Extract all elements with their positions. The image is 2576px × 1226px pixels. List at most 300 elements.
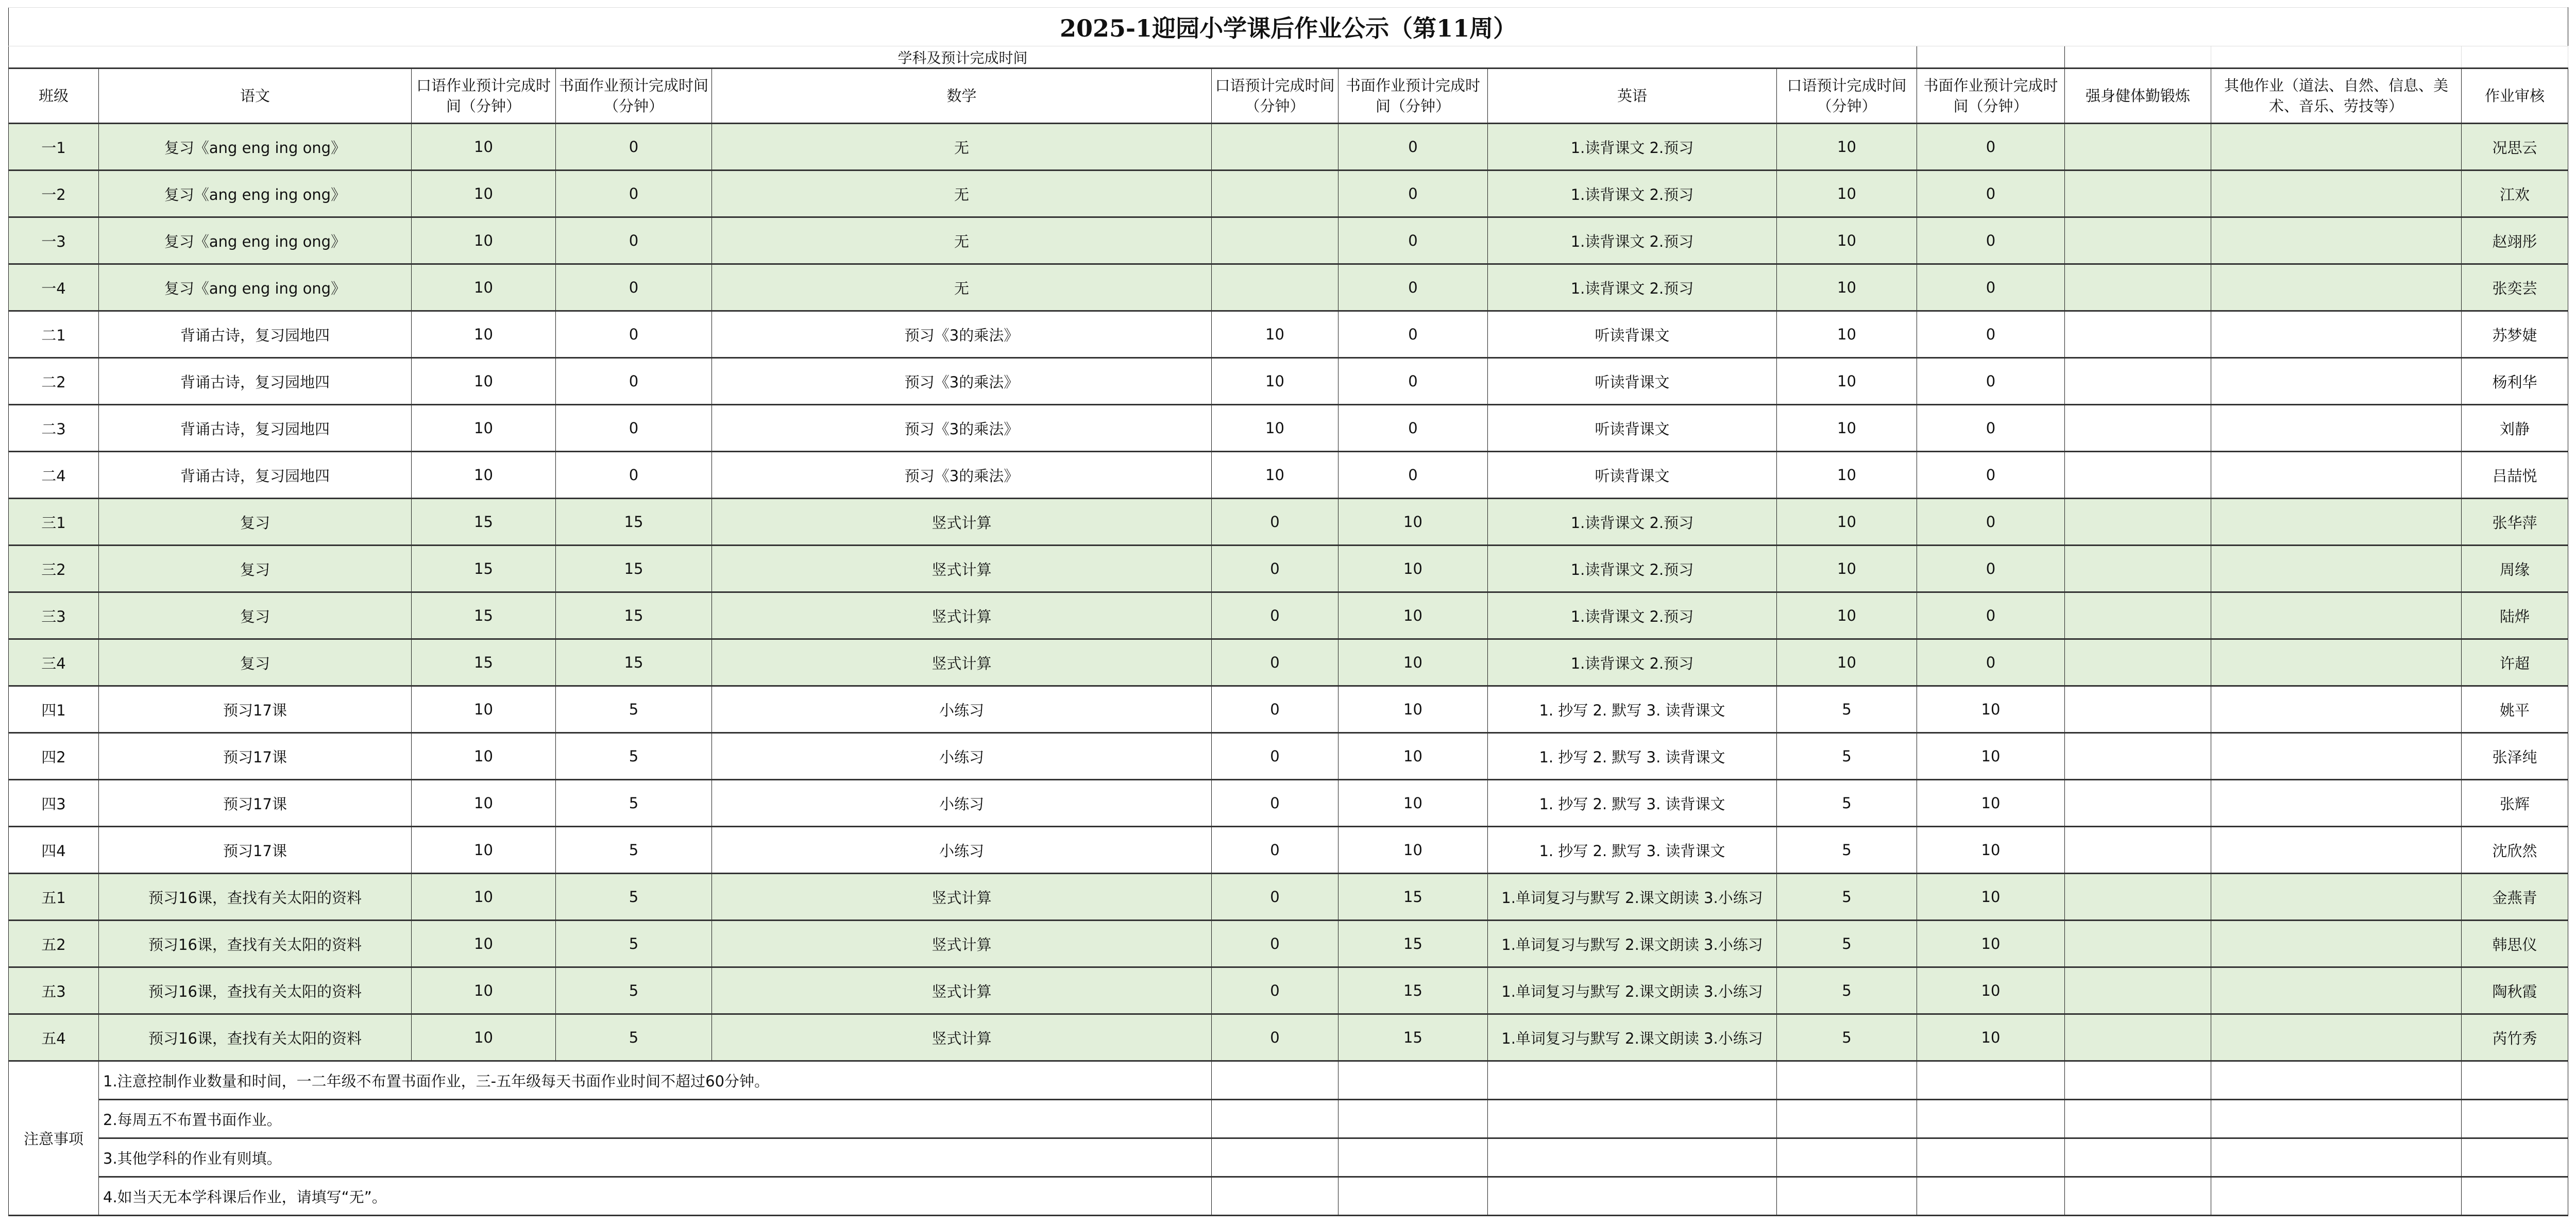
cell-math[interactable]: 竖式计算 [712, 1014, 1212, 1061]
empty-cell[interactable] [2211, 1177, 2462, 1216]
empty-cell[interactable] [1917, 1138, 2065, 1177]
cell-pe[interactable] [2065, 780, 2211, 827]
cell-reviewer[interactable]: 沈欣然 [2462, 827, 2568, 874]
cell-english-written-time[interactable]: 0 [1917, 358, 2065, 405]
cell-english-oral-time[interactable]: 10 [1777, 499, 1917, 546]
cell-english-written-time[interactable]: 10 [1917, 733, 2065, 780]
cell-class[interactable]: 五1 [9, 874, 99, 921]
header-chinese[interactable]: 语文 [99, 69, 412, 124]
cell-math[interactable]: 无 [712, 171, 1212, 217]
note-item[interactable]: 2.每周五不布置书面作业。 [99, 1100, 1212, 1138]
empty-cell[interactable] [1917, 1100, 2065, 1138]
cell-math-written-time[interactable]: 15 [1338, 1014, 1488, 1061]
empty-cell[interactable] [1488, 1177, 1777, 1216]
cell-pe[interactable] [2065, 874, 2211, 921]
header-math-written-time[interactable]: 书面作业预计完成时间（分钟） [1338, 69, 1488, 124]
empty-cell[interactable] [1488, 1061, 1777, 1100]
cell-chinese[interactable]: 复习《ang eng ing ong》 [99, 124, 412, 171]
empty-cell[interactable] [2462, 1061, 2568, 1100]
cell-english[interactable]: 1.读背课文 2.预习 [1488, 546, 1777, 592]
cell-math-oral-time[interactable]: 0 [1212, 921, 1338, 967]
cell-english-oral-time[interactable]: 5 [1777, 874, 1917, 921]
cell-english-oral-time[interactable]: 5 [1777, 686, 1917, 733]
cell-english[interactable]: 听读背课文 [1488, 311, 1777, 358]
cell-chinese-oral-time[interactable]: 10 [412, 311, 556, 358]
cell-reviewer[interactable]: 况思云 [2462, 124, 2568, 171]
cell-english-written-time[interactable]: 0 [1917, 452, 2065, 499]
cell-chinese[interactable]: 预习17课 [99, 827, 412, 874]
cell-other-homework[interactable] [2211, 358, 2462, 405]
cell-class[interactable]: 三4 [9, 639, 99, 686]
empty-cell[interactable] [1338, 1100, 1488, 1138]
cell-math-oral-time[interactable]: 0 [1212, 827, 1338, 874]
cell-math-written-time[interactable]: 0 [1338, 124, 1488, 171]
cell-chinese[interactable]: 复习 [99, 639, 412, 686]
cell-english[interactable]: 听读背课文 [1488, 452, 1777, 499]
cell-pe[interactable] [2065, 358, 2211, 405]
empty-cell[interactable] [1488, 1100, 1777, 1138]
cell-chinese[interactable]: 预习17课 [99, 686, 412, 733]
cell-math[interactable]: 预习《3的乘法》 [712, 405, 1212, 452]
cell-english-written-time[interactable]: 10 [1917, 1014, 2065, 1061]
cell-chinese-written-time[interactable]: 0 [556, 452, 712, 499]
cell-chinese[interactable]: 背诵古诗，复习园地四 [99, 358, 412, 405]
cell-english[interactable]: 1.读背课文 2.预习 [1488, 171, 1777, 217]
empty-cell[interactable] [2462, 1177, 2568, 1216]
cell-chinese-oral-time[interactable]: 10 [412, 780, 556, 827]
cell-class[interactable]: 一2 [9, 171, 99, 217]
cell-english-oral-time[interactable]: 10 [1777, 264, 1917, 311]
cell-chinese[interactable]: 预习17课 [99, 733, 412, 780]
cell-other-homework[interactable] [2211, 967, 2462, 1014]
cell-class[interactable]: 四4 [9, 827, 99, 874]
cell-english-oral-time[interactable]: 10 [1777, 124, 1917, 171]
cell-chinese[interactable]: 背诵古诗，复习园地四 [99, 452, 412, 499]
cell-math-written-time[interactable]: 15 [1338, 921, 1488, 967]
cell-math-written-time[interactable]: 10 [1338, 592, 1488, 639]
cell-english-written-time[interactable]: 0 [1917, 171, 2065, 217]
cell-chinese-oral-time[interactable]: 10 [412, 124, 556, 171]
cell-chinese[interactable]: 预习16课，查找有关太阳的资料 [99, 967, 412, 1014]
empty-cell[interactable] [1917, 46, 2065, 69]
cell-math[interactable]: 竖式计算 [712, 921, 1212, 967]
cell-chinese-written-time[interactable]: 5 [556, 921, 712, 967]
empty-cell[interactable] [2462, 46, 2568, 69]
cell-math-oral-time[interactable]: 0 [1212, 967, 1338, 1014]
cell-chinese-oral-time[interactable]: 10 [412, 874, 556, 921]
cell-english-written-time[interactable]: 0 [1917, 546, 2065, 592]
cell-chinese-oral-time[interactable]: 15 [412, 592, 556, 639]
cell-chinese-written-time[interactable]: 0 [556, 264, 712, 311]
cell-english-written-time[interactable]: 10 [1917, 921, 2065, 967]
empty-cell[interactable] [2065, 46, 2211, 69]
cell-english[interactable]: 1. 抄写 2. 默写 3. 读背课文 [1488, 733, 1777, 780]
cell-chinese-oral-time[interactable]: 15 [412, 499, 556, 546]
cell-english-oral-time[interactable]: 10 [1777, 452, 1917, 499]
cell-math[interactable]: 预习《3的乘法》 [712, 358, 1212, 405]
cell-english-oral-time[interactable]: 10 [1777, 546, 1917, 592]
cell-other-homework[interactable] [2211, 452, 2462, 499]
cell-chinese-written-time[interactable]: 5 [556, 733, 712, 780]
note-item[interactable]: 3.其他学科的作业有则填。 [99, 1138, 1212, 1177]
cell-math-oral-time[interactable]: 0 [1212, 639, 1338, 686]
cell-chinese[interactable]: 背诵古诗，复习园地四 [99, 311, 412, 358]
cell-chinese-oral-time[interactable]: 10 [412, 733, 556, 780]
cell-math-written-time[interactable]: 10 [1338, 827, 1488, 874]
cell-math-oral-time[interactable] [1212, 124, 1338, 171]
cell-math-oral-time[interactable]: 0 [1212, 546, 1338, 592]
cell-other-homework[interactable] [2211, 874, 2462, 921]
cell-other-homework[interactable] [2211, 124, 2462, 171]
cell-chinese[interactable]: 复习 [99, 546, 412, 592]
cell-reviewer[interactable]: 陶秋霞 [2462, 967, 2568, 1014]
cell-chinese-oral-time[interactable]: 10 [412, 827, 556, 874]
empty-cell[interactable] [1917, 1177, 2065, 1216]
cell-chinese-oral-time[interactable]: 10 [412, 264, 556, 311]
cell-english[interactable]: 1.读背课文 2.预习 [1488, 499, 1777, 546]
cell-reviewer[interactable]: 张奕芸 [2462, 264, 2568, 311]
cell-pe[interactable] [2065, 217, 2211, 264]
cell-english-oral-time[interactable]: 10 [1777, 217, 1917, 264]
empty-cell[interactable] [1212, 1100, 1338, 1138]
cell-math-written-time[interactable]: 0 [1338, 405, 1488, 452]
cell-math-written-time[interactable]: 15 [1338, 967, 1488, 1014]
cell-chinese-written-time[interactable]: 15 [556, 592, 712, 639]
cell-math-written-time[interactable]: 0 [1338, 358, 1488, 405]
cell-english[interactable]: 听读背课文 [1488, 358, 1777, 405]
header-pe[interactable]: 强身健体勤锻炼 [2065, 69, 2211, 124]
cell-reviewer[interactable]: 赵翊彤 [2462, 217, 2568, 264]
cell-reviewer[interactable]: 张华萍 [2462, 499, 2568, 546]
empty-cell[interactable] [1777, 1138, 1917, 1177]
cell-reviewer[interactable]: 芮竹秀 [2462, 1014, 2568, 1061]
cell-pe[interactable] [2065, 171, 2211, 217]
cell-class[interactable]: 五4 [9, 1014, 99, 1061]
cell-english-oral-time[interactable]: 5 [1777, 733, 1917, 780]
cell-chinese-written-time[interactable]: 5 [556, 967, 712, 1014]
cell-pe[interactable] [2065, 921, 2211, 967]
cell-english-written-time[interactable]: 0 [1917, 311, 2065, 358]
cell-math[interactable]: 竖式计算 [712, 967, 1212, 1014]
cell-class[interactable]: 三3 [9, 592, 99, 639]
cell-english-oral-time[interactable]: 10 [1777, 311, 1917, 358]
cell-english-written-time[interactable]: 0 [1917, 592, 2065, 639]
cell-math[interactable]: 竖式计算 [712, 499, 1212, 546]
cell-english[interactable]: 1.读背课文 2.预习 [1488, 124, 1777, 171]
cell-english-oral-time[interactable]: 10 [1777, 592, 1917, 639]
cell-chinese[interactable]: 预习17课 [99, 780, 412, 827]
cell-chinese[interactable]: 复习《ang eng ing ong》 [99, 217, 412, 264]
cell-reviewer[interactable]: 吕喆悦 [2462, 452, 2568, 499]
note-item[interactable]: 4.如当天无本学科课后作业，请填写“无”。 [99, 1177, 1212, 1216]
cell-chinese-oral-time[interactable]: 10 [412, 217, 556, 264]
cell-english-oral-time[interactable]: 5 [1777, 1014, 1917, 1061]
cell-english[interactable]: 1. 抄写 2. 默写 3. 读背课文 [1488, 780, 1777, 827]
header-chinese-written-time[interactable]: 书面作业预计完成时间（分钟） [556, 69, 712, 124]
cell-math[interactable]: 预习《3的乘法》 [712, 452, 1212, 499]
cell-chinese[interactable]: 背诵古诗，复习园地四 [99, 405, 412, 452]
cell-math-oral-time[interactable]: 10 [1212, 311, 1338, 358]
cell-math-oral-time[interactable]: 0 [1212, 592, 1338, 639]
empty-cell[interactable] [2065, 1177, 2211, 1216]
cell-english-written-time[interactable]: 10 [1917, 827, 2065, 874]
cell-math-oral-time[interactable]: 0 [1212, 686, 1338, 733]
cell-math-written-time[interactable]: 0 [1338, 171, 1488, 217]
cell-class[interactable]: 五2 [9, 921, 99, 967]
cell-english-written-time[interactable]: 0 [1917, 264, 2065, 311]
cell-english[interactable]: 1. 抄写 2. 默写 3. 读背课文 [1488, 827, 1777, 874]
empty-cell[interactable] [1212, 1138, 1338, 1177]
cell-math[interactable]: 竖式计算 [712, 639, 1212, 686]
cell-reviewer[interactable]: 杨利华 [2462, 358, 2568, 405]
cell-math[interactable]: 无 [712, 124, 1212, 171]
cell-pe[interactable] [2065, 967, 2211, 1014]
empty-cell[interactable] [2462, 1138, 2568, 1177]
cell-math-written-time[interactable]: 0 [1338, 217, 1488, 264]
empty-cell[interactable] [1338, 1177, 1488, 1216]
cell-english-oral-time[interactable]: 5 [1777, 780, 1917, 827]
sheet-title[interactable]: 2025-1迎园小学课后作业公示（第11周） [9, 8, 2568, 46]
empty-cell[interactable] [2065, 1061, 2211, 1100]
header-math[interactable]: 数学 [712, 69, 1212, 124]
cell-chinese[interactable]: 预习16课，查找有关太阳的资料 [99, 874, 412, 921]
cell-pe[interactable] [2065, 827, 2211, 874]
cell-other-homework[interactable] [2211, 639, 2462, 686]
cell-pe[interactable] [2065, 1014, 2211, 1061]
cell-chinese-oral-time[interactable]: 10 [412, 686, 556, 733]
cell-class[interactable]: 二1 [9, 311, 99, 358]
cell-math-oral-time[interactable]: 0 [1212, 499, 1338, 546]
cell-english-written-time[interactable]: 10 [1917, 967, 2065, 1014]
cell-other-homework[interactable] [2211, 827, 2462, 874]
cell-pe[interactable] [2065, 546, 2211, 592]
cell-math[interactable]: 竖式计算 [712, 592, 1212, 639]
cell-math-written-time[interactable]: 10 [1338, 639, 1488, 686]
cell-math-oral-time[interactable] [1212, 171, 1338, 217]
cell-other-homework[interactable] [2211, 733, 2462, 780]
cell-english-oral-time[interactable]: 10 [1777, 405, 1917, 452]
cell-english-written-time[interactable]: 0 [1917, 217, 2065, 264]
cell-other-homework[interactable] [2211, 1014, 2462, 1061]
cell-chinese-written-time[interactable]: 0 [556, 358, 712, 405]
cell-other-homework[interactable] [2211, 264, 2462, 311]
cell-math[interactable]: 小练习 [712, 686, 1212, 733]
subject-time-header[interactable]: 学科及预计完成时间 [9, 46, 1917, 69]
cell-english[interactable]: 1.单词复习与默写 2.课文朗读 3.小练习 [1488, 1014, 1777, 1061]
cell-other-homework[interactable] [2211, 405, 2462, 452]
cell-pe[interactable] [2065, 639, 2211, 686]
empty-cell[interactable] [2065, 1138, 2211, 1177]
cell-reviewer[interactable]: 苏梦婕 [2462, 311, 2568, 358]
cell-chinese[interactable]: 复习 [99, 499, 412, 546]
header-reviewer[interactable]: 作业审核 [2462, 69, 2568, 124]
cell-chinese-oral-time[interactable]: 10 [412, 452, 556, 499]
cell-math-oral-time[interactable]: 0 [1212, 1014, 1338, 1061]
cell-math-written-time[interactable]: 10 [1338, 546, 1488, 592]
empty-cell[interactable] [1777, 1177, 1917, 1216]
empty-cell[interactable] [1338, 1061, 1488, 1100]
empty-cell[interactable] [1338, 1138, 1488, 1177]
cell-chinese-written-time[interactable]: 0 [556, 171, 712, 217]
cell-chinese-written-time[interactable]: 5 [556, 686, 712, 733]
cell-math-oral-time[interactable] [1212, 264, 1338, 311]
empty-cell[interactable] [2211, 1100, 2462, 1138]
cell-math-written-time[interactable]: 10 [1338, 733, 1488, 780]
cell-chinese[interactable]: 预习16课，查找有关太阳的资料 [99, 921, 412, 967]
cell-math[interactable]: 竖式计算 [712, 546, 1212, 592]
cell-pe[interactable] [2065, 405, 2211, 452]
empty-cell[interactable] [2211, 1138, 2462, 1177]
cell-english-oral-time[interactable]: 10 [1777, 171, 1917, 217]
cell-class[interactable]: 二2 [9, 358, 99, 405]
cell-math-oral-time[interactable]: 10 [1212, 452, 1338, 499]
cell-math[interactable]: 无 [712, 264, 1212, 311]
cell-math[interactable]: 小练习 [712, 780, 1212, 827]
cell-english-oral-time[interactable]: 5 [1777, 827, 1917, 874]
cell-english-written-time[interactable]: 0 [1917, 405, 2065, 452]
cell-math[interactable]: 无 [712, 217, 1212, 264]
cell-english[interactable]: 1.读背课文 2.预习 [1488, 264, 1777, 311]
empty-cell[interactable] [2065, 1100, 2211, 1138]
cell-class[interactable]: 四2 [9, 733, 99, 780]
cell-pe[interactable] [2065, 124, 2211, 171]
cell-reviewer[interactable]: 金燕青 [2462, 874, 2568, 921]
cell-english-written-time[interactable]: 10 [1917, 686, 2065, 733]
cell-chinese-written-time[interactable]: 15 [556, 639, 712, 686]
empty-cell[interactable] [1212, 1061, 1338, 1100]
cell-reviewer[interactable]: 陆烨 [2462, 592, 2568, 639]
cell-class[interactable]: 三1 [9, 499, 99, 546]
cell-english-oral-time[interactable]: 10 [1777, 639, 1917, 686]
empty-cell[interactable] [1488, 1138, 1777, 1177]
cell-other-homework[interactable] [2211, 686, 2462, 733]
header-english-written-time[interactable]: 书面作业预计完成时间（分钟） [1917, 69, 2065, 124]
cell-other-homework[interactable] [2211, 592, 2462, 639]
cell-other-homework[interactable] [2211, 311, 2462, 358]
cell-math-written-time[interactable]: 0 [1338, 452, 1488, 499]
cell-math-written-time[interactable]: 10 [1338, 780, 1488, 827]
cell-english-written-time[interactable]: 10 [1917, 874, 2065, 921]
cell-chinese-written-time[interactable]: 0 [556, 217, 712, 264]
cell-chinese-oral-time[interactable]: 10 [412, 921, 556, 967]
header-chinese-oral-time[interactable]: 口语作业预计完成时间（分钟） [412, 69, 556, 124]
cell-chinese-oral-time[interactable]: 15 [412, 546, 556, 592]
cell-math-oral-time[interactable]: 0 [1212, 874, 1338, 921]
cell-english-written-time[interactable]: 10 [1917, 780, 2065, 827]
cell-chinese-oral-time[interactable]: 10 [412, 967, 556, 1014]
header-math-oral-time[interactable]: 口语预计完成时间（分钟） [1212, 69, 1338, 124]
header-english[interactable]: 英语 [1488, 69, 1777, 124]
cell-math[interactable]: 预习《3的乘法》 [712, 311, 1212, 358]
cell-pe[interactable] [2065, 311, 2211, 358]
cell-chinese-written-time[interactable]: 0 [556, 405, 712, 452]
cell-english[interactable]: 1.单词复习与默写 2.课文朗读 3.小练习 [1488, 921, 1777, 967]
cell-english-written-time[interactable]: 0 [1917, 499, 2065, 546]
cell-chinese-written-time[interactable]: 5 [556, 874, 712, 921]
cell-reviewer[interactable]: 张辉 [2462, 780, 2568, 827]
cell-pe[interactable] [2065, 452, 2211, 499]
cell-math-written-time[interactable]: 10 [1338, 499, 1488, 546]
cell-pe[interactable] [2065, 686, 2211, 733]
cell-class[interactable]: 一1 [9, 124, 99, 171]
empty-cell[interactable] [1777, 1100, 1917, 1138]
header-other-homework[interactable]: 其他作业（道法、自然、信息、美术、音乐、劳技等） [2211, 69, 2462, 124]
cell-pe[interactable] [2065, 592, 2211, 639]
cell-class[interactable]: 四3 [9, 780, 99, 827]
cell-other-homework[interactable] [2211, 217, 2462, 264]
cell-chinese[interactable]: 复习《ang eng ing ong》 [99, 171, 412, 217]
cell-chinese[interactable]: 复习《ang eng ing ong》 [99, 264, 412, 311]
empty-cell[interactable] [2211, 46, 2462, 69]
cell-chinese[interactable]: 复习 [99, 592, 412, 639]
cell-other-homework[interactable] [2211, 171, 2462, 217]
cell-english-oral-time[interactable]: 10 [1777, 358, 1917, 405]
cell-chinese-written-time[interactable]: 5 [556, 827, 712, 874]
cell-reviewer[interactable]: 刘静 [2462, 405, 2568, 452]
empty-cell[interactable] [1917, 1061, 2065, 1100]
cell-class[interactable]: 三2 [9, 546, 99, 592]
cell-english[interactable]: 1.读背课文 2.预习 [1488, 217, 1777, 264]
empty-cell[interactable] [2211, 1061, 2462, 1100]
cell-math-oral-time[interactable]: 0 [1212, 733, 1338, 780]
note-item[interactable]: 1.注意控制作业数量和时间，一二年级不布置书面作业，三-五年级每天书面作业时间不超过60分钟。 [99, 1061, 1212, 1100]
cell-english-written-time[interactable]: 0 [1917, 124, 2065, 171]
cell-class[interactable]: 二3 [9, 405, 99, 452]
cell-math-oral-time[interactable]: 0 [1212, 780, 1338, 827]
empty-cell[interactable] [2462, 1100, 2568, 1138]
cell-reviewer[interactable]: 韩思仪 [2462, 921, 2568, 967]
cell-reviewer[interactable]: 张泽纯 [2462, 733, 2568, 780]
cell-math-written-time[interactable]: 10 [1338, 686, 1488, 733]
cell-other-homework[interactable] [2211, 921, 2462, 967]
empty-cell[interactable] [1212, 1177, 1338, 1216]
cell-reviewer[interactable]: 许超 [2462, 639, 2568, 686]
cell-chinese-written-time[interactable]: 15 [556, 499, 712, 546]
cell-class[interactable]: 五3 [9, 967, 99, 1014]
cell-class[interactable]: 一3 [9, 217, 99, 264]
cell-chinese-oral-time[interactable]: 10 [412, 1014, 556, 1061]
header-class[interactable]: 班级 [9, 69, 99, 124]
cell-class[interactable]: 一4 [9, 264, 99, 311]
empty-cell[interactable] [1777, 1061, 1917, 1100]
cell-math-oral-time[interactable] [1212, 217, 1338, 264]
cell-chinese-oral-time[interactable]: 10 [412, 171, 556, 217]
header-english-oral-time[interactable]: 口语预计完成时间（分钟） [1777, 69, 1917, 124]
cell-english-written-time[interactable]: 0 [1917, 639, 2065, 686]
cell-english[interactable]: 1.单词复习与默写 2.课文朗读 3.小练习 [1488, 967, 1777, 1014]
cell-chinese-written-time[interactable]: 0 [556, 124, 712, 171]
cell-english[interactable]: 1.读背课文 2.预习 [1488, 592, 1777, 639]
cell-english[interactable]: 听读背课文 [1488, 405, 1777, 452]
cell-reviewer[interactable]: 江欢 [2462, 171, 2568, 217]
cell-reviewer[interactable]: 姚平 [2462, 686, 2568, 733]
cell-pe[interactable] [2065, 733, 2211, 780]
cell-english-oral-time[interactable]: 5 [1777, 967, 1917, 1014]
cell-chinese[interactable]: 预习16课，查找有关太阳的资料 [99, 1014, 412, 1061]
cell-chinese-oral-time[interactable]: 10 [412, 405, 556, 452]
cell-math[interactable]: 小练习 [712, 827, 1212, 874]
cell-other-homework[interactable] [2211, 780, 2462, 827]
cell-chinese-oral-time[interactable]: 10 [412, 358, 556, 405]
cell-math[interactable]: 竖式计算 [712, 874, 1212, 921]
cell-math-written-time[interactable]: 15 [1338, 874, 1488, 921]
cell-reviewer[interactable]: 周缘 [2462, 546, 2568, 592]
cell-other-homework[interactable] [2211, 499, 2462, 546]
cell-math-written-time[interactable]: 0 [1338, 264, 1488, 311]
cell-english[interactable]: 1. 抄写 2. 默写 3. 读背课文 [1488, 686, 1777, 733]
cell-class[interactable]: 二4 [9, 452, 99, 499]
cell-pe[interactable] [2065, 499, 2211, 546]
